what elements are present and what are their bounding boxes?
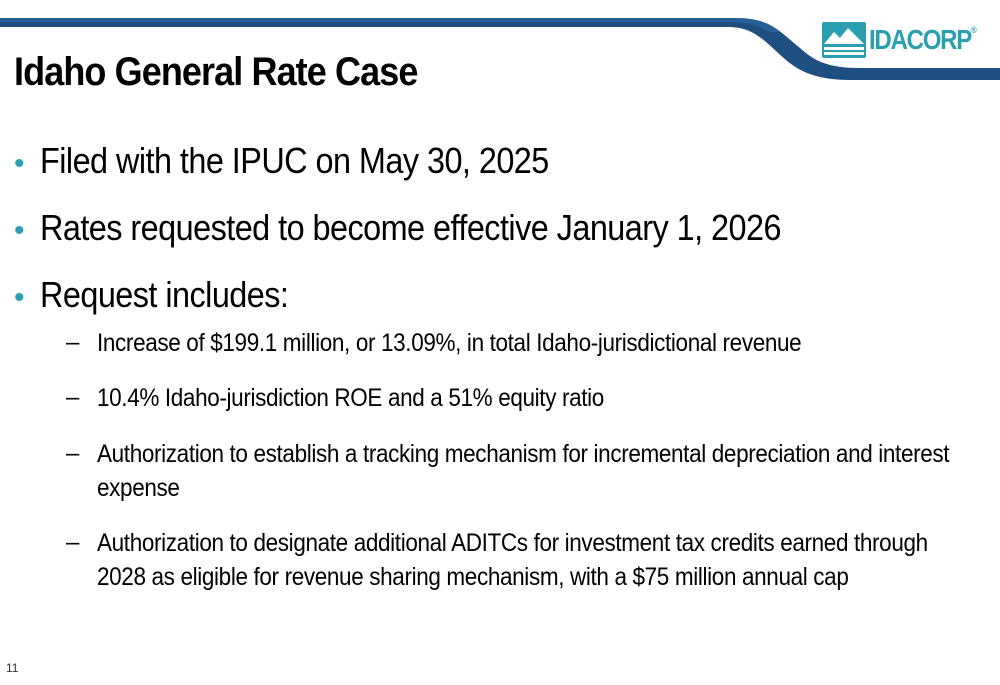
bullet-text: Filed with the IPUC on May 30, 2025 [40, 140, 549, 181]
sub-list-item [66, 437, 1000, 505]
sub-list-item [66, 381, 1000, 415]
sub-list-text: Authorization to establish a tracking mechanism for incremental depreciation and interest expense [97, 440, 950, 502]
bullet-item [14, 274, 316, 316]
bullet-dot-icon: • [14, 147, 25, 180]
sub-list-item [66, 526, 1000, 594]
bullet-item [14, 140, 605, 182]
bullet-text: Request includes: [40, 274, 289, 315]
sub-list-text: Increase of $199.1 million, or 13.09%, in total Idaho-jurisdictional revenue [97, 329, 802, 357]
dash-icon: – [66, 440, 80, 467]
dash-icon: – [66, 384, 80, 411]
bullet-dot-icon: • [14, 281, 25, 314]
bullet-text: Rates requested to become effective January 1, 2026 [40, 207, 781, 248]
dash-icon: – [66, 529, 80, 556]
sub-list-text: 10.4% Idaho-jurisdiction ROE and a 51% equity ratio [97, 384, 604, 412]
page-number: 11 [6, 661, 19, 675]
bullet-dot-icon: • [14, 214, 25, 247]
page-title: Idaho General Rate Case [14, 50, 418, 94]
dash-icon: – [66, 329, 80, 356]
registered-mark: ® [971, 25, 976, 35]
logo-wordmark-text: IDACORP [869, 24, 972, 55]
sub-list-item [66, 326, 1000, 360]
bullet-item [14, 207, 863, 249]
sub-list-text: Authorization to designate additional ADITCs for investment tax credits earned through 2028 as eligible for revenue sharing mechanism, with a $75 million annual cap [97, 529, 928, 591]
